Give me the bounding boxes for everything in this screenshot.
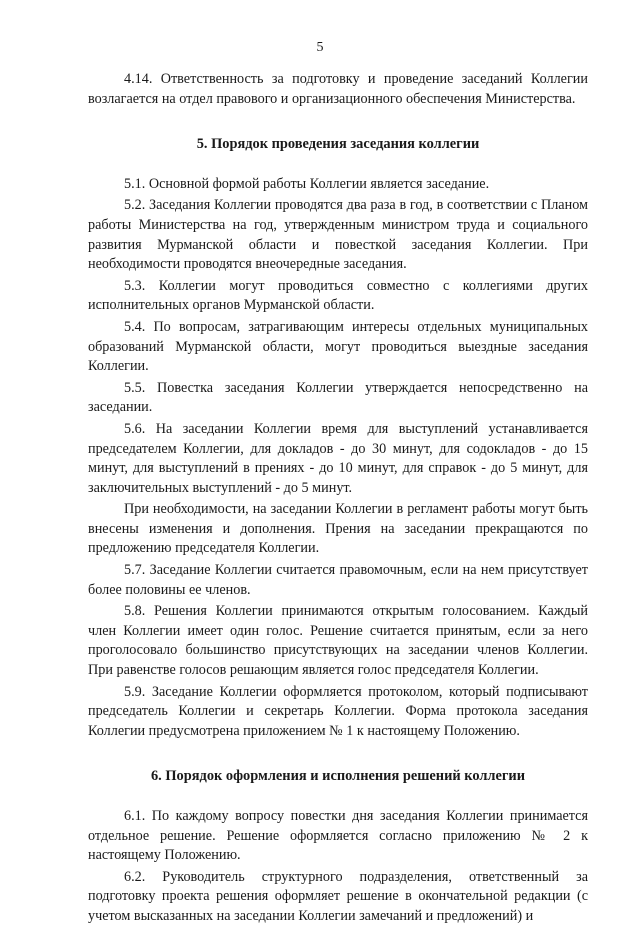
section-5-heading: 5. Порядок проведения заседания коллегии <box>196 136 480 153</box>
paragraph-5-2: 5.2. Заседания Коллегии проводятся два раза в год, в соответствии с Планом работы Министерства на год, утвержденным министром труда и социального развития Мурманской области и повесткой заседания Коллегии. При необходимости проводятся внеочередные заседания. <box>88 197 588 273</box>
page-number: 5 <box>316 40 324 55</box>
paragraph-5-9: 5.9. Заседание Коллегии оформляется протоколом, который подписывают председатель Коллегии и секретарь Коллегии. Форма протокола заседания Коллегии предусмотрена приложением № 1 к настоящему Положению. <box>88 683 588 739</box>
paragraph-6-2: 6.2. Руководитель структурного подразделения, ответственный за подготовку проекта решения оформляет решение в окончательной редакции (с учетом высказанных на заседании Коллегии замечаний и предложений) и <box>88 868 588 924</box>
paragraph-5-7: 5.7. Заседание Коллегии считается правомочным, если на нем присутствует более половины ее членов. <box>88 562 588 598</box>
document-body <box>88 70 588 929</box>
paragraph-5-1: 5.1. Основной формой работы Коллегии является заседание. <box>124 175 490 192</box>
paragraph-5-3: 5.3. Коллегии могут проводиться совместно с коллегиями других исполнительных органов Мурманской области. <box>88 277 588 314</box>
paragraph-5-6: 5.6. На заседании Коллегии время для выступлений устанавливается председателем Коллегии, для докладов - до 30 минут, для содокладов - до 15 минут, для выступлений в прениях - до 10 минут, для справок - до 5 минут, для заключительных выступлений - до 5 минут. <box>88 420 588 496</box>
section-6-heading: 6. Порядок оформления и исполнения решений коллегии <box>150 768 526 785</box>
paragraph-6-1: 6.1. По каждому вопросу повестки дня заседания Коллегии принимается отдельное решение. Решение оформляется согласно приложению № 2 к настоящему Положению. <box>88 808 588 864</box>
paragraph-5-6-continued: При необходимости, на заседании Коллегии в регламент работы могут быть внесены изменения и дополнения. Прения на заседании прекращаются по предложению председателя Коллегии. <box>88 501 588 557</box>
paragraph-4-14: 4.14. Ответственность за подготовку и проведение заседаний Коллегии возлагается на отдел правового и организационного обеспечения Министерства. <box>88 71 588 107</box>
paragraph-5-8: 5.8. Решения Коллегии принимаются открытым голосованием. Каждый член Коллегии имеет один голос. Решение считается принятым, если за него проголосовало большинство присутствующих на заседании членов Коллегии. При равенстве голосов решающим является голос председателя Коллегии. <box>88 603 588 679</box>
paragraph-5-5: 5.5. Повестка заседания Коллегии утверждается непосредственно на заседании. <box>88 379 588 416</box>
paragraph-5-4: 5.4. По вопросам, затрагивающим интересы отдельных муниципальных образований Мурманской области, могут проводиться выездные заседания Коллегии. <box>88 318 588 375</box>
